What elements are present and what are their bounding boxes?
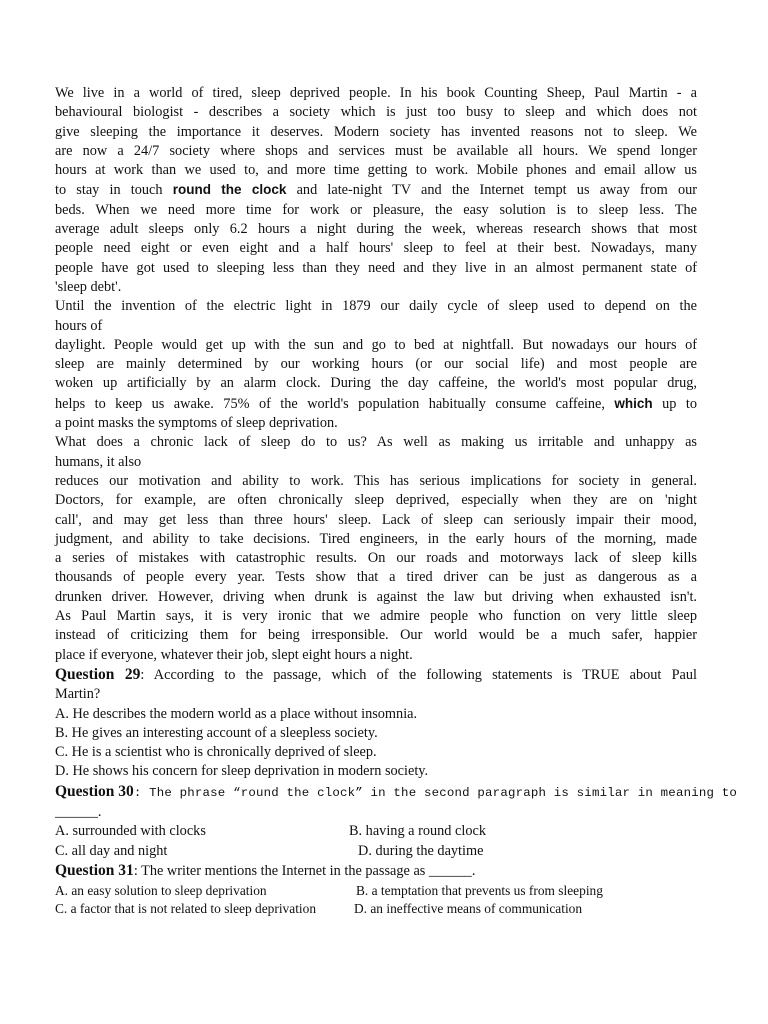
passage-line: [55, 297, 697, 316]
passage-line: [55, 142, 697, 161]
passage-line: [55, 646, 697, 665]
passage-text: are now a 24/7 society where shops and services must be available all hours. We spend longer: [55, 142, 697, 159]
passage-line: [55, 549, 697, 568]
passage-text: place if everyone, whatever their job, slept eight hours a night.: [55, 646, 413, 663]
question-31-label: Question 31: [55, 861, 134, 879]
passage-text: hours of: [55, 317, 103, 334]
passage-text: Doctors, for example, are often chronically sleep deprived, especially when they are on 'night: [55, 492, 697, 509]
question-29-stem-cont: Martin?: [55, 686, 101, 703]
passage-text: We live in a world of tired, sleep deprived people. In his book Counting Sheep, Paul Martin - a: [55, 85, 697, 101]
passage-line: [55, 588, 697, 607]
document-body: [55, 84, 738, 917]
passage-text: up to: [662, 395, 698, 412]
passage-line: [55, 530, 697, 549]
passage-text: humans, it also: [55, 453, 142, 470]
passage-text: thousands of people every year. Tests show that a tired driver can be just as dangerous as a: [55, 569, 697, 586]
passage-text: call', and may get less than three hours' sleep. Lack of sleep can seriously impair their mood,: [55, 511, 697, 528]
passage-line: [55, 239, 697, 258]
passage-text: people have got used to sleeping less than they need and they live in an almost permanent state of: [55, 259, 697, 276]
highlighted-phrase: round the clock: [172, 182, 287, 198]
passage-text: people need eight or even eight and a half hours' sleep to feel at their best. Nowadays, many: [55, 240, 697, 257]
passage-text: woken up artificially by an alarm clock. During the day caffeine, the world's most popular drug,: [55, 375, 697, 392]
passage-line: [55, 414, 697, 433]
question-29-option-d[interactable]: D. He shows his concern for sleep deprivation in modern society.: [55, 763, 429, 780]
passage-text: drunken driver. However, driving when drunk is against the law but driving when exhausted isn't.: [55, 588, 697, 605]
question-31-options-row-2: [55, 899, 697, 917]
question-31-option-c[interactable]: C. a factor that is not related to sleep deprivation: [55, 901, 317, 917]
question-31-option-b[interactable]: B. a temptation that prevents us from sleeping: [356, 883, 603, 899]
question-30-option-c[interactable]: C. all day and night: [55, 842, 168, 859]
question-30-option-d[interactable]: D. during the daytime: [358, 842, 484, 859]
passage-text: instead of criticizing them for being irresponsible. Our world would be a much safer, happier: [55, 627, 697, 644]
passage-text: 'sleep debt'.: [55, 278, 122, 295]
passage-text: judgment, and ability to take decisions. Tired engineers, in the early hours of the morning, made: [55, 530, 697, 547]
passage-text: behavioural biologist - describes a society which is just too busy to sleep and which does not: [55, 104, 697, 121]
question-30-stem-cont: ______.: [55, 803, 102, 820]
question-29-option-a[interactable]: A. He describes the modern world as a place without insomnia.: [55, 705, 418, 722]
passage-line: [55, 103, 697, 122]
passage-text: hours at work than we used to, and more time getting to work. Mobile phones and email allow us: [55, 162, 697, 179]
passage-line: [55, 84, 697, 103]
question-29-label: Question 29: [55, 665, 141, 683]
passage-line: [55, 453, 697, 472]
passage-text: Until the invention of the electric light in 1879 our daily cycle of sleep used to depend on the: [55, 298, 697, 315]
passage-line: [55, 374, 697, 393]
question-31-options-row-1: [55, 881, 697, 899]
question-29-text: : According to the passage, which of the following statements is TRUE about Paul: [140, 666, 697, 683]
passage-line: [55, 317, 697, 336]
question-29-option-c[interactable]: C. He is a scientist who is chronically deprived of sleep.: [55, 744, 377, 761]
question-30-text: : The phrase “round the clock” in the second paragraph is similar in meaning to: [133, 785, 738, 800]
passage-line: [55, 259, 697, 278]
passage-text: average adult sleeps only 6.2 hours a night during the week, whereas research shows that most: [55, 221, 697, 238]
passage-line: [55, 626, 697, 645]
passage-line: [55, 355, 697, 374]
passage-text: and late-night TV and the Internet tempt us away from our: [296, 182, 698, 199]
passage-line: [55, 472, 697, 491]
passage-line: [55, 161, 697, 180]
passage-line: [55, 180, 697, 200]
question-29-stem: [55, 665, 697, 685]
highlighted-phrase: which: [614, 395, 653, 411]
passage-text: reduces our motivation and ability to work. This has serious implications for society in general.: [55, 472, 697, 489]
question-30-stem: [55, 782, 738, 803]
question-31-text: : The writer mentions the Internet in the passage as ______.: [133, 862, 476, 879]
question-30-label: Question 30: [55, 782, 134, 800]
passage-text: sleep are mainly determined by our working hours (or our social life) and most people are: [55, 356, 697, 373]
question-29-option-b[interactable]: B. He gives an interesting account of a sleepless society.: [55, 724, 378, 741]
passage-line: [55, 394, 697, 414]
passage-text: beds. When we need more time for work or pleasure, the easy solution is to sleep less. The: [55, 201, 697, 218]
reading-passage: [55, 84, 697, 665]
passage-line: [55, 511, 697, 530]
passage-text: a series of mistakes with catastrophic results. On our roads and motorways lack of sleep kills: [55, 550, 697, 567]
passage-text: give sleeping the importance it deserves. Modern society has invented reasons not to sleep. We: [55, 123, 697, 140]
passage-line: [55, 336, 697, 355]
passage-line: [55, 607, 697, 626]
passage-text: helps to keep us awake. 75% of the world's population habitually consume caffeine,: [55, 395, 605, 412]
passage-line: [55, 201, 697, 220]
passage-line: [55, 123, 697, 142]
passage-line: [55, 278, 697, 297]
passage-line: [55, 568, 697, 587]
question-31-option-d[interactable]: D. an ineffective means of communication: [354, 901, 583, 917]
question-30-options-row-1: [55, 822, 697, 841]
passage-line: [55, 491, 697, 510]
passage-text: As Paul Martin says, it is very ironic that we admire people who function on very little sleep: [55, 608, 697, 625]
passage-line: [55, 220, 697, 239]
question-30-option-b[interactable]: B. having a round clock: [349, 823, 486, 840]
passage-text: What does a chronic lack of sleep do to us? As well as making us irritable and unhappy as: [55, 434, 697, 451]
passage-text: daylight. People would get up with the sun and go to bed at nightfall. But nowadays our hours of: [55, 336, 697, 353]
question-31-option-a[interactable]: A. an easy solution to sleep deprivation: [55, 883, 267, 899]
passage-text: to stay in touch: [55, 182, 163, 199]
passage-line: [55, 433, 697, 452]
question-31-stem: [55, 861, 697, 881]
question-30-options-row-2: [55, 842, 697, 861]
question-30-option-a[interactable]: A. surrounded with clocks: [55, 823, 206, 840]
passage-text: a point masks the symptoms of sleep deprivation.: [55, 415, 338, 432]
